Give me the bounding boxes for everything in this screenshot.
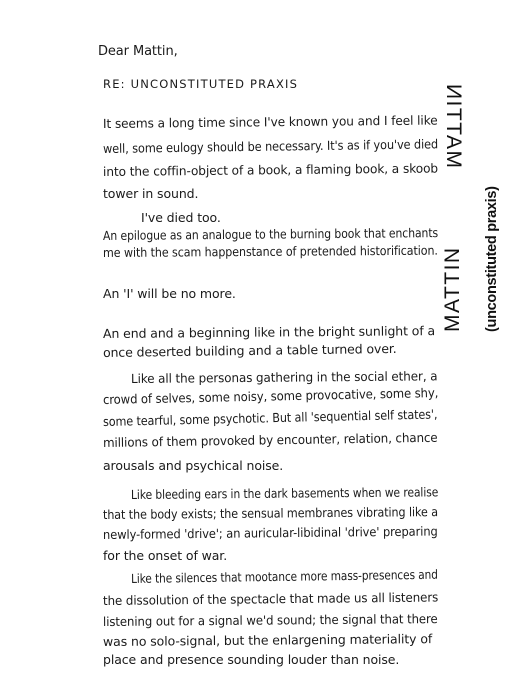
spine-subtitle: (unconstituted praxis) bbox=[484, 186, 500, 332]
letter-line: well, some eulogy should be necessary. It's as if you've died bbox=[102, 136, 439, 156]
letter-re-line: RE: UNCONSTITUTED PRAXIS bbox=[103, 77, 299, 91]
letter-line: newly-formed 'drive'; an auricular-libidinal 'drive' preparing bbox=[102, 523, 438, 542]
letter-line: Like all the personas gathering in the social ether, a bbox=[130, 368, 438, 386]
letter-line: arousals and psychical noise. bbox=[103, 458, 284, 473]
letter-line: me with the scam happenstance of pretended historification. bbox=[102, 242, 438, 260]
letter-line: that the body exists; the sensual membranes vibrating like a bbox=[102, 504, 439, 522]
letter-line: An 'I' will be no more. bbox=[103, 286, 236, 301]
letter-line: millions of them provoked by encounter, relation, chance bbox=[102, 429, 438, 450]
letter-line: was no solo-signal, but the enlargening materiality of bbox=[102, 631, 433, 649]
spine-title-mirrored: MATTIN bbox=[442, 82, 465, 168]
letter-line: Like the silences that mootance more mass-presences and bbox=[130, 566, 438, 586]
letter-salutation: Dear Mattin, bbox=[98, 44, 178, 59]
spine-title: MATTIN bbox=[441, 246, 464, 332]
letter-line: Like bleeding ears in the dark basements when we realise bbox=[130, 484, 439, 502]
letter-line: some tearful, some psychotic. But all 'sequential self states', bbox=[102, 406, 438, 429]
letter-line: crowd of selves, some noisy, some provocative, some shy, bbox=[102, 384, 439, 407]
letter-line: tower in sound. bbox=[103, 186, 199, 201]
letter-line: An end and a beginning like in the bright sunlight of a bbox=[102, 323, 436, 341]
letter-line: I've died too. bbox=[141, 210, 221, 225]
letter-line: listening out for a signal we'd sound; the signal that there bbox=[102, 611, 438, 629]
letter-line: An epilogue as an analogue to the burning book that enchants bbox=[102, 225, 439, 243]
letter-line: the dissolution of the spectacle that made us all listeners bbox=[102, 589, 439, 608]
letter-line: for the onset of war. bbox=[103, 548, 228, 563]
letter-line: It seems a long time since I've known you and I feel like bbox=[102, 112, 438, 131]
letter-line: place and presence sounding louder than noise. bbox=[103, 652, 400, 667]
letter-line: once deserted building and a table turned over. bbox=[102, 340, 397, 360]
letter-line: into the coffin-object of a book, a flaming book, a skoob bbox=[102, 160, 439, 179]
